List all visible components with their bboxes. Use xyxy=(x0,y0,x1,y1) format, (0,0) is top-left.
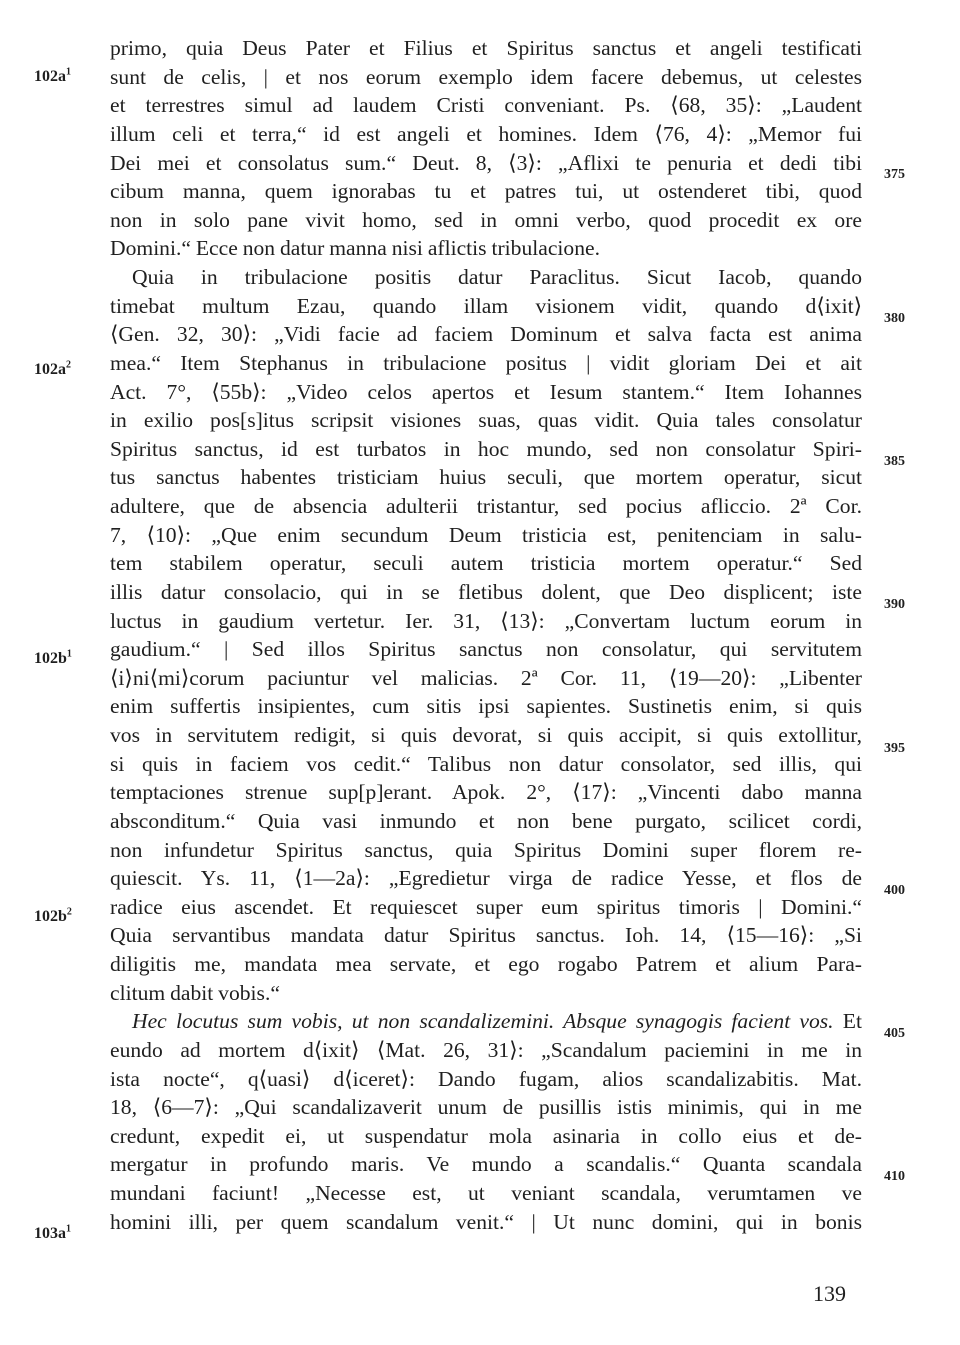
text-line-28: absconditum.“ Quia vasi inmundo et non bene purgato, scilicet cordi, xyxy=(110,808,862,833)
text-line-30: quiescit. Ys. 11, ⟨1—2a⟩: „Egredietur virga de radice Yesse, et flos de xyxy=(110,866,862,891)
text-line-13: Act. 7°, ⟨55b⟩: „Video celos apertos et Iesum stantem.“ Item Iohannes xyxy=(110,379,862,404)
text-line-24: enim suffertis insipientes, cum sitis ipsi sapientes. Sustinetis enim, si quis xyxy=(110,694,862,719)
text-line-41: mundani faciunt! „Necesse est, ut veniant scandala, verumtamen ve xyxy=(110,1181,862,1205)
text-line-23: ⟨i⟩ni⟨mi⟩corum paciuntur vel malicias. 2ª Cor. 11, ⟨19—20⟩: „Libenter xyxy=(110,665,862,690)
text-line-42: homini illi, per quem scandalum venit.“ | Ut nunc domini, qui in bonis xyxy=(110,1209,862,1234)
line-number: 395 xyxy=(884,741,905,756)
text-line-9: Quia in tribulacione positis datur Paraclitus. Sicut Iacob, quando xyxy=(132,265,862,289)
text-line-14: in exilio pos[s]itus scripsit visiones suas, quas vidit. Quia tales consolatur xyxy=(110,408,862,433)
folio-marker: $102a^1$ xyxy=(34,66,71,85)
text-line-15: Spiritus sanctus, id est turbatos in hoc mundo, sed non consolatur Spiri- xyxy=(110,436,862,461)
text-line-10: timebat multum Ezau, quando illam visionem vidit, quando d⟨ixit⟩ xyxy=(110,293,862,318)
line-number: 375 xyxy=(884,167,905,182)
line-number: 385 xyxy=(884,454,905,469)
text-line-36: eundo ad mortem d⟨ixit⟩ ⟨Mat. 26, 31⟩: „Scandalum paciemini in me in xyxy=(110,1037,862,1062)
text-line-39: credunt, expedit ei, ut suspendatur mola asinaria in collo eius et de- xyxy=(110,1123,862,1148)
folio-marker: $102b^1$ xyxy=(34,648,72,667)
line-number: 400 xyxy=(884,883,905,898)
text-line-16: tus sanctus habentes tristiciam huius seculi, que mortem operatur, sicut xyxy=(110,465,862,490)
line-number: 405 xyxy=(884,1026,905,1041)
line-number: 410 xyxy=(884,1169,905,1184)
text-line-20: illis datur consolacio, qui in se fletibus dolent, que Deo displicent; iste xyxy=(110,579,862,604)
text-line-35 xyxy=(110,1007,862,1036)
text-line-4: illum celi et terra,“ id est angeli et homines. Idem ⟨76, 4⟩: „Memor fui xyxy=(110,121,862,146)
main-text xyxy=(110,34,862,1236)
text-line-33: diligitis me, mandata mea servate, et ego rogabo Patrem et alium Para- xyxy=(110,952,862,976)
text-line-31: radice eius ascendet. Et requiescet super eum spiritus timoris | Domini.“ xyxy=(110,894,862,919)
italic-lemma: Hec locutus sum vobis, ut non scandalizemini. Absque synagogis facient vos. xyxy=(132,1009,834,1034)
text-line-40: mergatur in profundo maris. Ve mundo a scandalis.“ Quanta scandala xyxy=(110,1152,862,1177)
text-line-7: non in solo pane vivit homo, sed in omni verbo, quod procedit ex ore xyxy=(110,207,862,232)
text-line-12: mea.“ Item Stephanus in tribulacione positus | vidit gloriam Dei et ait xyxy=(110,350,862,375)
text-line-1: primo, quia Deus Pater et Filius et Spiritus sanctus et angeli testificati xyxy=(110,36,862,60)
text-line-2: sunt de celis, | et nos eorum exemplo idem facere debemus, ut celestes xyxy=(110,64,862,89)
text-line-26: si quis in faciem vos cedit.“ Talibus non datur consolator, sed illis, qui xyxy=(110,751,862,776)
folio-marker: $102a^2$ xyxy=(34,359,71,378)
text-line-25: vos in servitutem redigit, si quis devorat, si quis accipit, si quis extollitur, xyxy=(110,723,862,747)
text-line-34: clitum dabit vobis.“ xyxy=(110,980,280,1005)
text-line-5: Dei mei et consolatus sum.“ Deut. 8, ⟨3⟩: „Aflixi te penuria et dedi tibi xyxy=(110,150,862,175)
text-line-37: ista nocte“, q⟨uasi⟩ d⟨iceret⟩: Dando fugam, alios scandalizabitis. Mat. xyxy=(110,1066,862,1091)
text-line-17: adultere, que de absencia adulterii tristantur, sed pocius afliccio. 2ª Cor. xyxy=(110,494,862,518)
text-line-18: 7, ⟨10⟩: „Que enim secundum Deum tristicia est, penitenciam in salu- xyxy=(110,522,862,547)
text-line-19: tem stabilem operatur, seculi autem tristicia mortem operatur.“ Sed xyxy=(110,551,862,576)
text-line-3: et terrestres simul ad laudem Cristi conveniant. Ps. ⟨68, 35⟩: „Laudent xyxy=(110,93,862,118)
text-line-29: non infundetur Spiritus sanctus, quia Spiritus Domini super florem re- xyxy=(110,837,862,862)
text-line-27: temptaciones strenue sup[p]erant. Apok. 2°, ⟨17⟩: „Vincenti dabo manna xyxy=(110,780,862,805)
text-line-38: 18, ⟨6—7⟩: „Qui scandalizaverit unum de pusillis istis minimis, qui in me xyxy=(110,1095,862,1120)
page-number: 139 xyxy=(813,1281,846,1306)
line-number: 380 xyxy=(884,311,905,326)
lemma-continuation: Et xyxy=(842,1009,862,1034)
text-line-6: cibum manna, quem ignorabas tu et patres tui, ut ostenderet tibi, quod xyxy=(110,179,862,204)
line-number: 390 xyxy=(884,597,905,612)
folio-marker: $102b^2$ xyxy=(34,906,72,925)
text-line-8: Domini.“ Ecce non datur manna nisi aflictis tribulacione. xyxy=(110,236,601,261)
text-line-11: ⟨Gen. 32, 30⟩: „Vidi facie ad faciem Dominum et salva facta est anima xyxy=(110,322,862,347)
folio-marker: $103a^1$ xyxy=(34,1223,71,1242)
text-line-22: gaudium.“ | Sed illos Spiritus sanctus non consolatur, qui servitutem xyxy=(110,637,862,662)
text-line-32: Quia servantibus mandata datur Spiritus sanctus. Ioh. 14, ⟨15—16⟩: „Si xyxy=(110,923,862,948)
text-line-21: luctus in gaudium vertetur. Ier. 31, ⟨13⟩: „Convertam luctum eorum in xyxy=(110,608,862,633)
